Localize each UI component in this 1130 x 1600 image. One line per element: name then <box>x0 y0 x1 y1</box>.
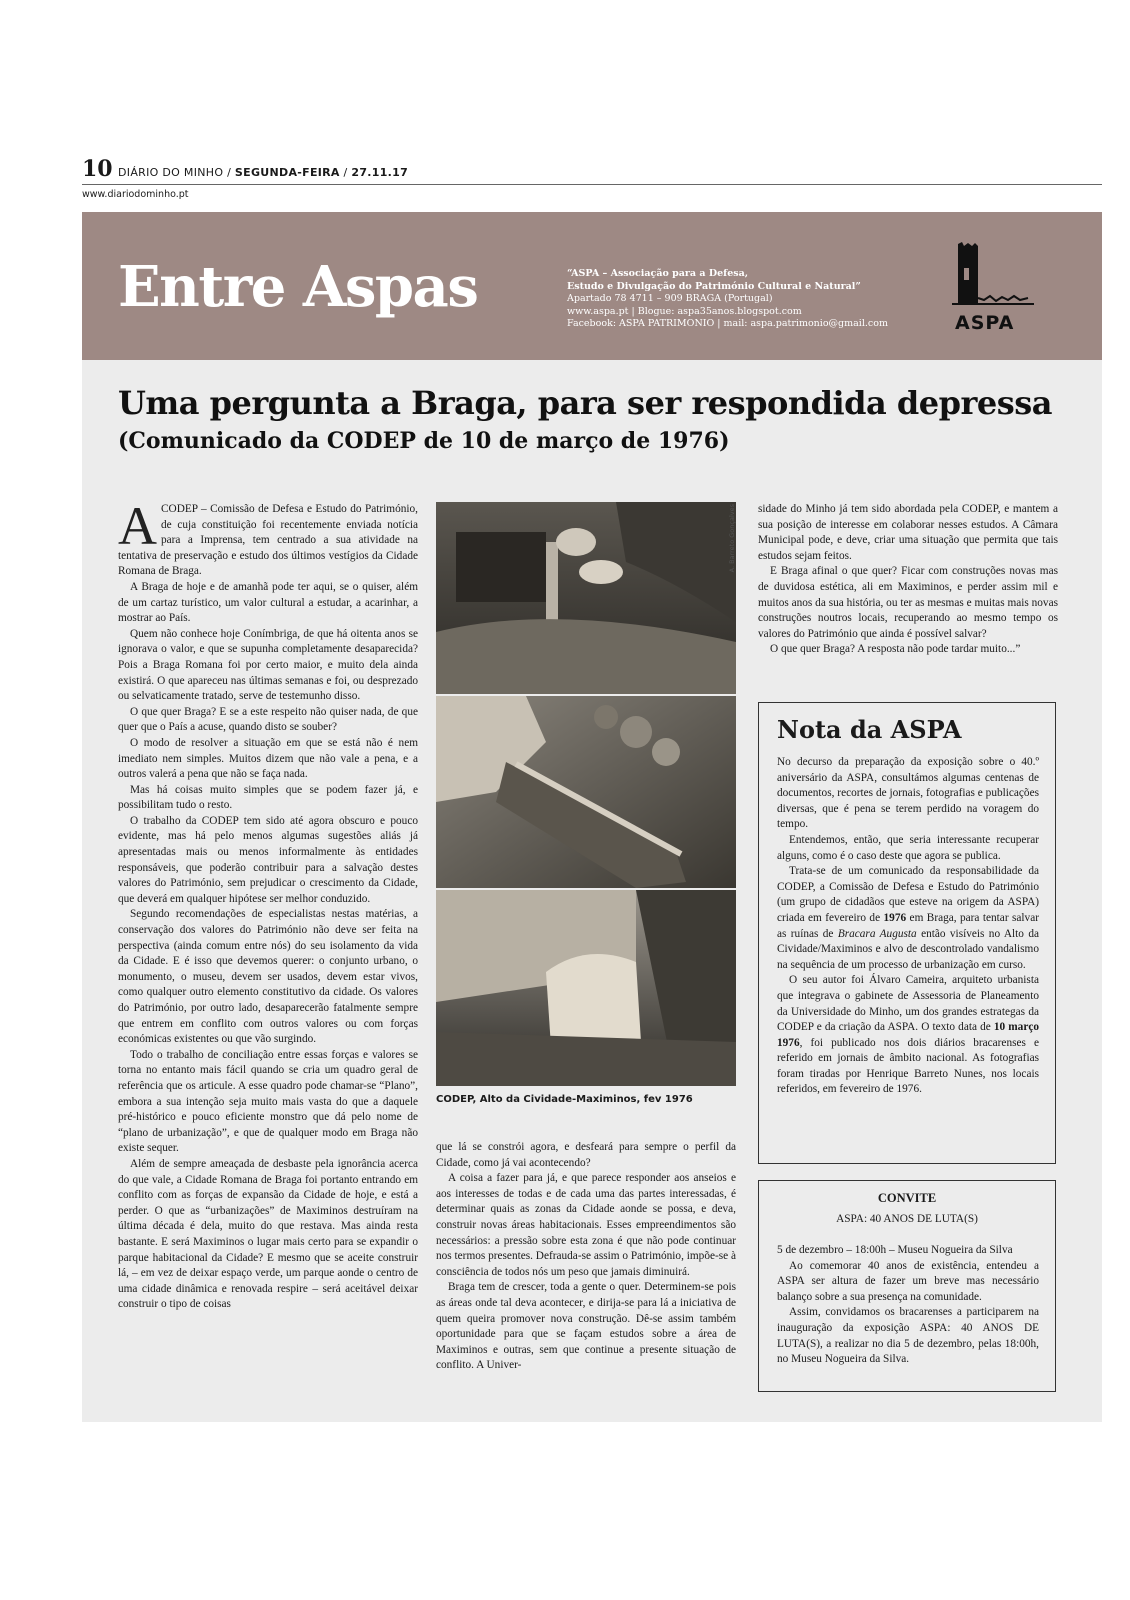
paragraph: O trabalho da CODEP tem sido até agora obscuro e pouco evidente, mas há pelo menos algumas sugestões aliás já apresentadas mais ou menos informalmente às entidades responsáveis, que poderão contribuir para a salvação destes valores do Património, sem prejudicar o crescimento da Cidade, que deverá em qualquer hipótese ser melhor conduzido. <box>118 814 418 905</box>
ruins-photo-image <box>436 502 736 1086</box>
assoc-web: www.aspa.pt | Blogue: aspa35anos.blogspot.com <box>567 305 802 317</box>
tower-icon <box>944 238 1044 310</box>
paragraph: Mas há coisas muito simples que se podem fazer já, e possibilitam tudo o resto. <box>118 783 418 812</box>
section-banner <box>82 212 1102 360</box>
logo-text: ASPA <box>955 312 1015 334</box>
convite-box <box>758 1180 1056 1392</box>
paragraph: Todo o trabalho de conciliação entre essas forças e valores se torna no entanto mais fácil quando se cria um quadro geral de referência que os articule. A esse quadro pode chamar-se “Plano”, embora a sua intenção seja muito mais vasta do que a daquele pré-histórico e pouco eficiente monstro que dá pelo nome de “plano de urbanização”, e que de qualquer modo em Braga não existe sequer. <box>118 1048 418 1155</box>
paragraph: Ao comemorar 40 anos de existência, entendeu a ASPA ser altura de fazer um breve mas necessário balanço sobre a sua presença na comunidade. <box>777 1259 1039 1303</box>
assoc-facebook: Facebook: ASPA PATRIMONIO | mail: aspa.patrimonio@gmail.com <box>567 318 888 329</box>
subheadline: (Comunicado da CODEP de 10 de março de 1976) <box>118 428 730 454</box>
article-column-1 <box>118 496 418 1313</box>
nota-body <box>777 755 1039 1098</box>
assoc-name-line1: “ASPA – Associação para a Defesa, <box>567 268 749 279</box>
folio-separator: / <box>223 166 235 179</box>
page-folio <box>82 156 1102 185</box>
paragraph: O que quer Braga? E se a este respeito não quiser nada, de que quer que o País a acuse, quando disto se souber? <box>118 705 418 734</box>
paragraph: A Braga de hoje e de amanhã pode ter aqui, se o quiser, além de um cartaz turístico, um valor cultural a estudar, a acarinhar, a mostrar ao País. <box>118 580 418 625</box>
issue-date: 27.11.17 <box>351 166 409 179</box>
assoc-name-line2: Estudo e Divulgação do Património Cultural e Natural” <box>567 280 861 292</box>
nota-box <box>758 702 1056 1164</box>
text-bold: 1976 <box>883 911 907 924</box>
paragraph: Braga tem de crescer, toda a gente o quer. Determinem-se pois as áreas onde tal deva acontecer, e dirija-se para lá a iniciativa de quem queira promover nova construção. Dê-se assim também oportunidade para que se façam estudos sobre a área de Maximinos e outras, sem que continue a presente situação de conflito. A Univer- <box>436 1281 736 1372</box>
headline: Uma pergunta a Braga, para ser respondida depressa <box>118 384 1053 422</box>
section-title: Entre Aspas <box>118 254 478 320</box>
paragraph: sidade do Minho já tem sido abordada pela CODEP, e mantem a sua posição de interesse em colaborar nesses estudos. A Câmara Municipal pode, e deve, criar uma situação que permita que tais estudos sejam feitos. <box>758 503 1058 562</box>
paragraph: Além de sempre ameaçada de desbaste pela ignorância acerca do que vale, a Cidade Romana de Braga foi portanto entrando em conflito com as forças de expansão da Cidade de hoje, e está a perder. O que as “urbanizações” de Maximinos destruíram na última década é dela, muito do que restava. Mas ainda resta bastante. E será Maximinos o lugar mais certo para se expandir o parque habitacional da Cidade? E mesmo que se aceite construir lá, – em vez de deixar espaço verde, um parque aonde o centro de uma cidade dinâmica e renovada respire – será aceitável deixar construir o tipo de coisas <box>118 1157 418 1311</box>
article-column-3 <box>758 502 1058 658</box>
convite-subtitle: ASPA: 40 ANOS DE LUTA(S) <box>836 1213 978 1225</box>
text-italic: Bracara Augusta <box>837 927 917 940</box>
folio-separator: / <box>339 166 352 179</box>
paragraph: Entendemos, então, que seria interessante recuperar alguns, como é o caso deste que agora se publica. <box>777 833 1039 862</box>
paragraph <box>118 496 418 580</box>
article-photo <box>436 502 736 1086</box>
nota-title: Nota da ASPA <box>777 715 962 744</box>
page-number: 10 <box>82 156 113 182</box>
paper-name: DIÁRIO DO MINHO <box>118 166 224 179</box>
website-link[interactable]: www.diariodominho.pt <box>82 189 189 200</box>
paragraph: que lá se constrói agora, e desfeará para sempre o perfil da Cidade, como já vai acontecendo? <box>436 1141 736 1169</box>
folio-info <box>118 166 408 179</box>
association-info <box>567 268 927 331</box>
paragraph: Segundo recomendações de especialistas nestas matérias, a conservação dos valores do Património não deve ser feita na perspectiva (ainda comum entre nós) do seu isolamento da vida da Cidade. E é isso que devemos querer: o conjunto urbano, o monumento, o museu, devem ser usados, devem estar vivos, como qualquer outro elemento constitutivo da cidade. Os valores do Património, por outro lado, desaparecerão fatalmente sempre que entrem em conflito com outros valores ou com forças económicas existentes ou que vão surgindo. <box>118 908 418 1046</box>
convite-body <box>777 1243 1039 1368</box>
assoc-address: Apartado 78 4711 – 909 BRAGA (Portugal) <box>567 293 773 304</box>
paragraph <box>777 973 1039 1098</box>
paragraph: 5 de dezembro – 18:00h – Museu Nogueira da Silva <box>777 1244 1013 1256</box>
photo-credit: A. Barreto Gonçalves <box>728 504 736 573</box>
text: Trata-se de um comunicado da responsabilidade da CODEP, a Comissão de Defesa e Estudo do Património (um grupo de cidadãos que esteve na origem da ASPA) criada em fevereiro de <box>777 865 1039 924</box>
paragraph: Assim, convidamos os bracarenses a participarem na inauguração da exposição ASPA: 40 ANOS DE LUTA(S), a realizar no dia 5 de dezembro, pelas 18:00h, no Museu Nogueira da Silva. <box>777 1306 1039 1366</box>
text: O seu autor foi Álvaro Cameira, arquiteto urbanista que integrava o gabinete de Assessoria de Planeamento da Universidade do Minho, um dos grandes estrategas da CODEP e da criação da ASPA. O texto data de <box>777 974 1039 1034</box>
weekday: SEGUNDA-FEIRA <box>234 166 340 179</box>
text-bold: 10 março 1976 <box>777 1021 1039 1049</box>
paragraph-text: CODEP – Comissão de Defesa e Estudo do Património, de cuja constituição foi recentemente enviada notícia para a Imprensa, tem centrado a sua atividade na tentativa de preservação e estudo dos últimos vestígios da Cidade Romana de Braga. <box>118 503 418 578</box>
paragraph <box>777 864 1039 973</box>
article-column-2 <box>436 1140 736 1374</box>
paragraph: A coisa a fazer para já, e que parece responder aos anseios e aos interesses de todas e de cada uma das partes interessadas, é determinar quais as zonas da Cidade aonde se possa, e deva, construir novas áreas habitacionais. Esses empreendimentos são necessários: a pressão sobre esta zona é que não pode continuar nos termos presentes. Defrauda-se assim o Património, impõe-se à consciência de todos nós um peso que jamais diminuirá. <box>436 1172 736 1278</box>
page-panel <box>82 212 1102 1422</box>
paragraph: O modo de resolver a situação em que se está não é nem imediato nem simples. Muitos dizem que não vale a pena, e a outros valerá a pena que não se faça nada. <box>118 736 418 781</box>
paragraph: O que quer Braga? A resposta não pode tardar muito...” <box>770 643 1021 656</box>
text: então visíveis no Alto da Cividade/Maximinos e alvo de descontrolado vandalismo na sequência de um processo de urbanização em curso. <box>777 927 1039 971</box>
aspa-logo <box>944 238 1044 338</box>
paragraph: E Braga afinal o que quer? Ficar com construções novas mas de duvidosa estética, ali em Maximinos, e perder assim mil e muitos anos da sua história, ou ter as mesmas e muitas mais novas construções noutros locais, recuperando ao mesmo tempo os valores do Património que ainda é possível salvar? <box>758 565 1058 640</box>
paragraph: No decurso da preparação da exposição sobre o 40.º aniversário da ASPA, consultámos algumas centenas de documentos, recortes de jornais, fotografias e publicações diversas, que é pena se terem perdido na voragem do tempo. <box>777 756 1039 831</box>
paragraph: Quem não conhece hoje Conímbriga, de que há oitenta anos se ignorava o valor, e que se supunha completamente desaparecida? Pois a Braga Romana foi por certo maior, e muito dela ainda existirá. O que apareceu nas últimas semanas e foi, ou desprezado ou selvaticamente tratado, serve de testemunho disso. <box>118 627 418 703</box>
drop-cap: A <box>118 496 157 556</box>
text: , foi publicado nos dois diários bracarenses e referido em jornais de âmbito nacional. As fotografias foram tiradas por Henrique Barreto Nunes, nos locais referidos, em fevereiro de 1976. <box>777 1036 1039 1096</box>
photo-caption: CODEP, Alto da Cividade-Maximinos, fev 1976 <box>436 1094 693 1105</box>
text: em Braga, para tentar salvar as ruínas de <box>777 911 1039 940</box>
convite-title: CONVITE <box>877 1191 937 1205</box>
